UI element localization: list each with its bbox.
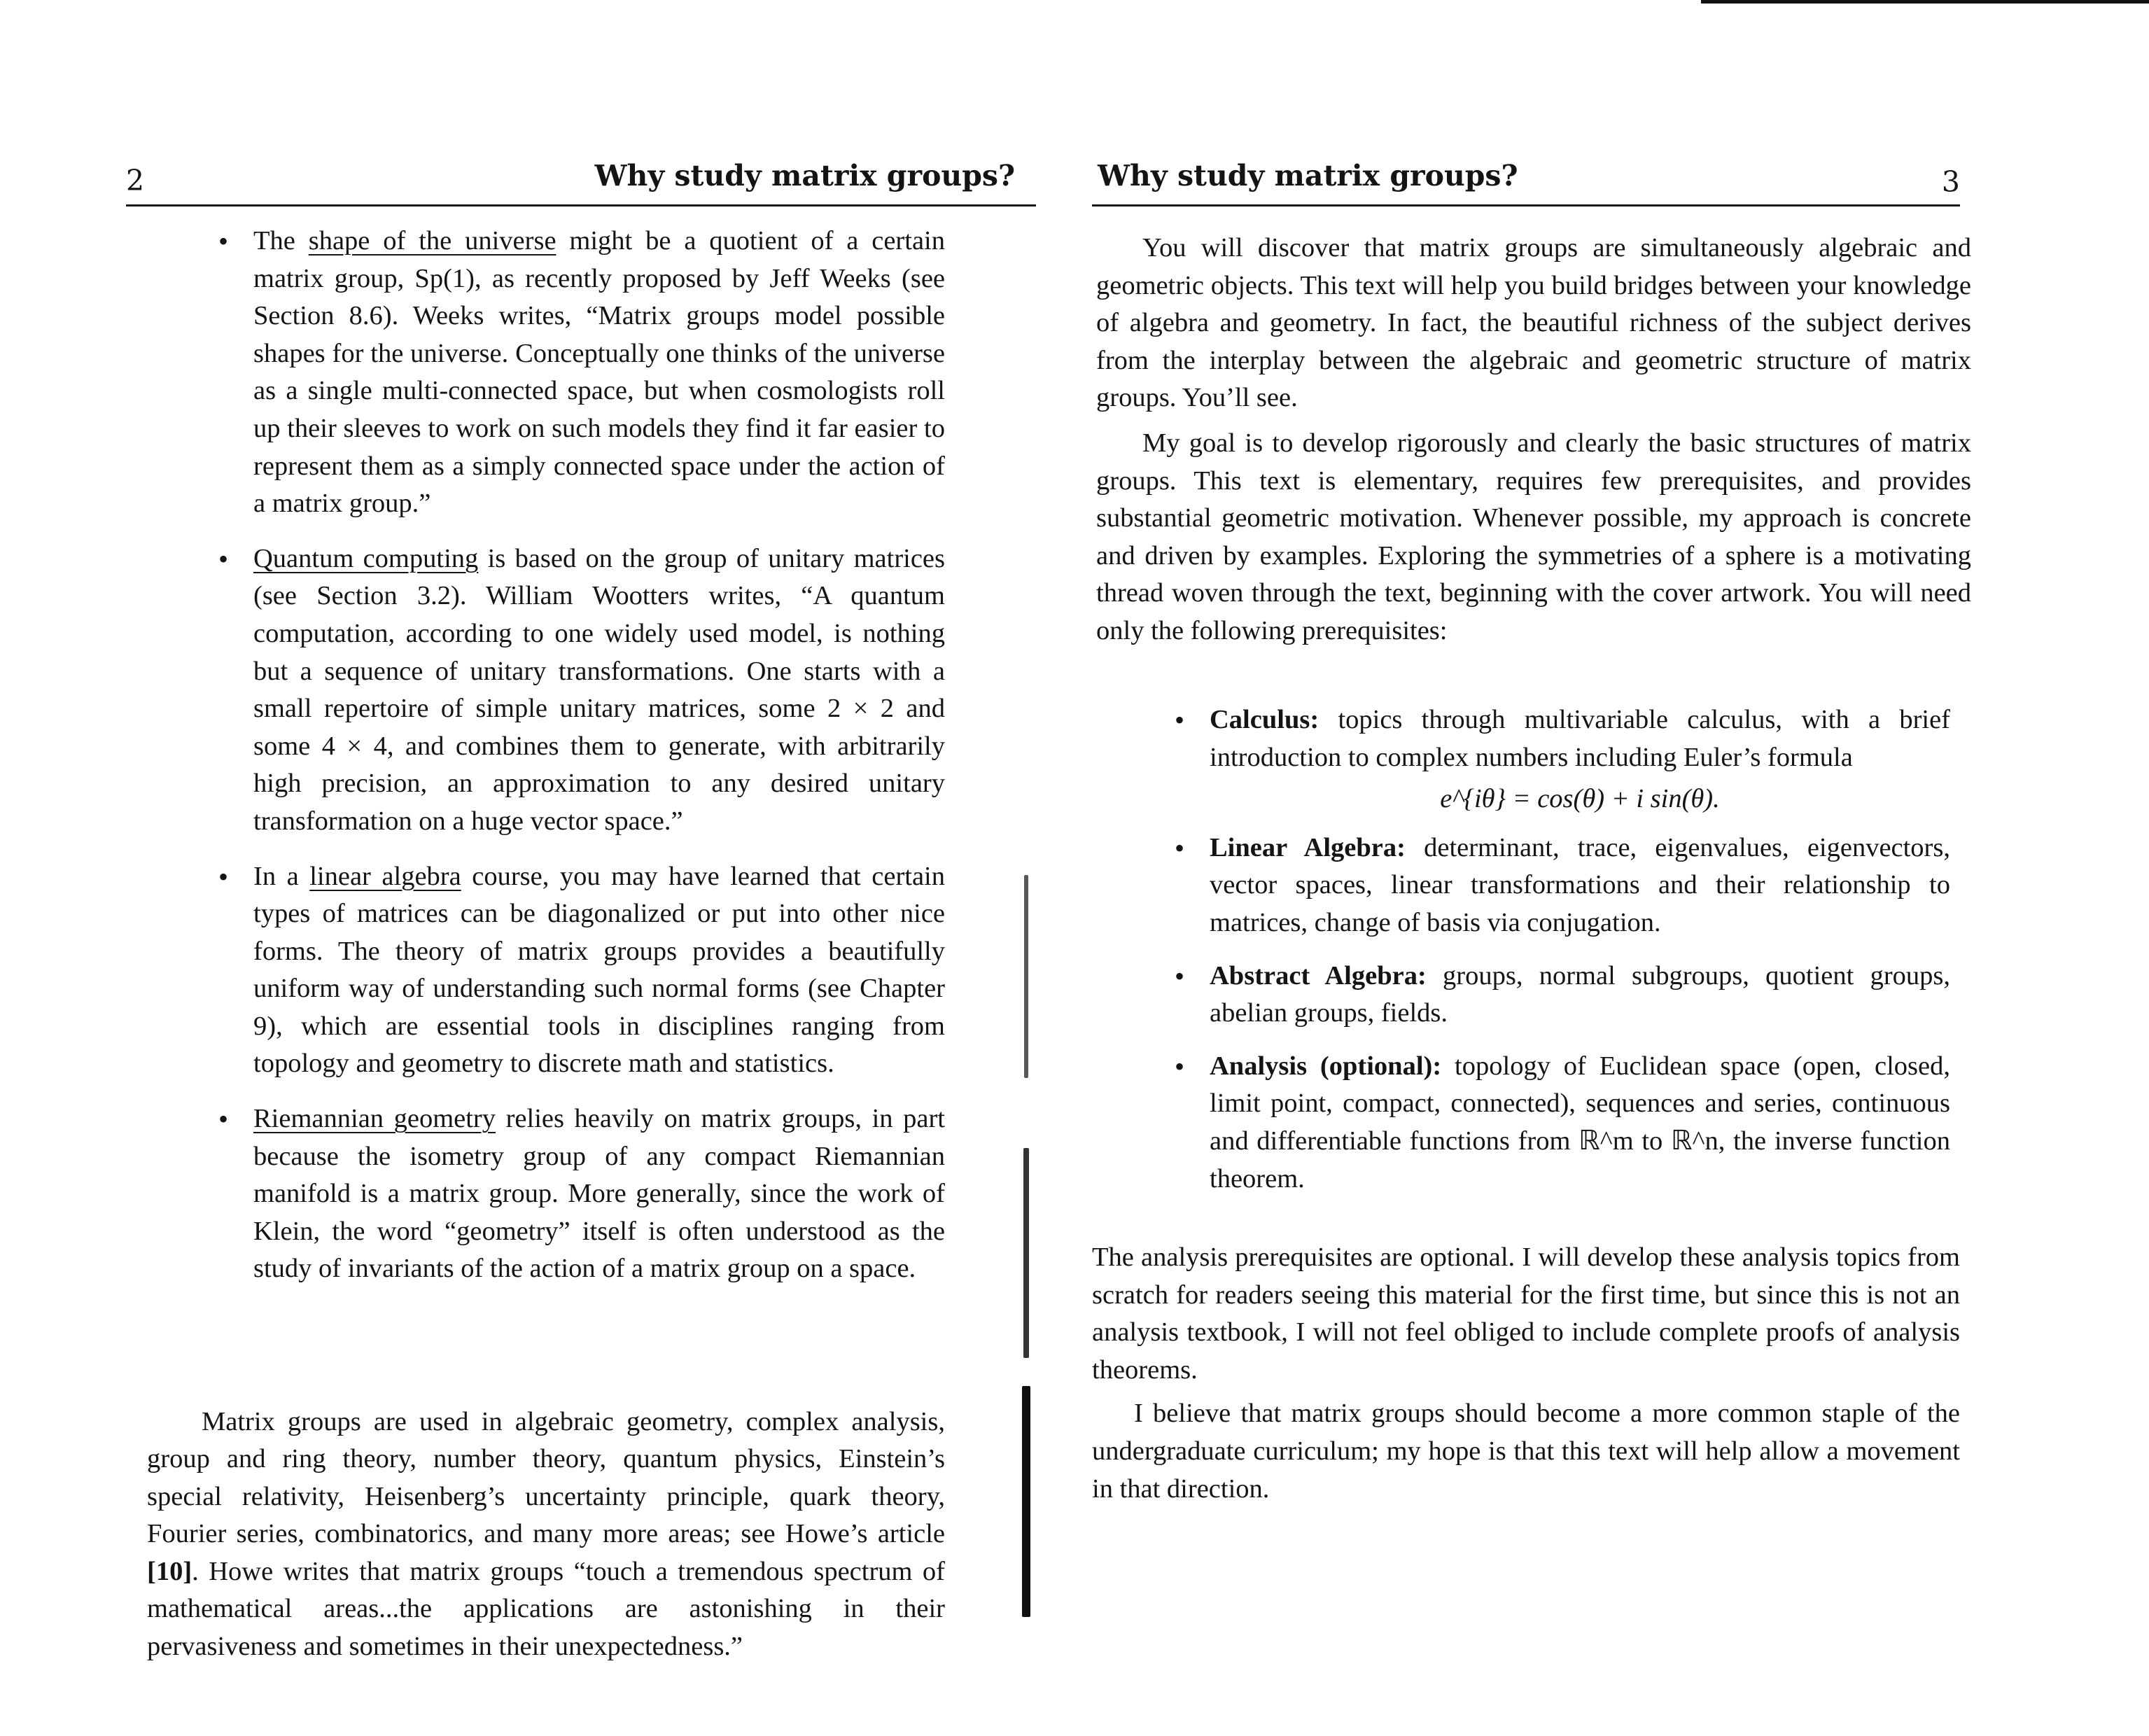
item-text: course, you may have learned that certain types of matrices can be diagonalized or put into other nice forms. The theory of matrix groups provides a beautifully uniform way of understanding such normal forms (see Chapter 9), which are essential tools in disciplines ranging from topology and geometry to discrete math and statistics. (253, 861, 946, 1079)
intro-paragraphs (1096, 230, 1971, 658)
item-lead-text: The (253, 226, 309, 255)
prereq-label: Abstract Algebra: (1210, 960, 1427, 990)
left-running-head (126, 155, 1036, 206)
binding-shadow (1024, 875, 1028, 1078)
underlined-term: Riemannian geometry (253, 1104, 496, 1134)
paragraph: My goal is to develop rigorously and clearly the basic structures of matrix groups. This text is elementary, requires few prerequisites, and provides substantial geometric motivation. Whenever possible, my approach is concrete and driven by examples. Exploring the symmetries of a sphere is a motivating thread woven through the text, beginning with the cover artwork. You will need only the following prerequisites: (1096, 428, 1971, 645)
page-number: 3 (1941, 165, 1960, 199)
item-text: might be a quotient of a certain matrix group, Sp(1), as recently proposed by Jeff Weeks (see Section 8.6). Weeks writes, “Matrix groups model possible shapes for the universe. Conceptually one thinks of the universe as a single multi-connected space, but when cosmologists roll up their sleeves to work on such models they find it far easier to represent them as a simply connected space under the action of a matrix group.” (253, 226, 945, 519)
underlined-term: Quantum computing (253, 543, 479, 573)
underlined-term: linear algebra (309, 861, 461, 891)
right-page (1092, 0, 1971, 1736)
euler-formula: e^{iθ} = cos(θ) + i sin(θ). (1440, 784, 1720, 814)
underlined-term: shape of the universe (308, 226, 556, 255)
paragraph: I believe that matrix groups should become a more common staple of the undergraduate curriculum; my hope is that this text will help allow a movement in that direction. (1092, 1399, 1960, 1504)
binding-shadow (1023, 1148, 1029, 1358)
running-title: Why study matrix groups? (594, 159, 1015, 192)
prereq-text: determinant, trace, eigenvalues, eigenvectors, vector spaces, linear transformations and their relationship to matrices, change of basis via conjugation. (1210, 832, 1950, 937)
prereq-label: Calculus: (1210, 705, 1320, 734)
list-item (1173, 830, 1950, 942)
running-title: Why study matrix groups? (1098, 159, 1518, 192)
prerequisite-list (1173, 701, 1950, 1213)
closing-paragraphs (1092, 1239, 1960, 1514)
list-item (217, 1100, 945, 1288)
list-item (1173, 701, 1950, 818)
paragraph-text: . Howe writes that matrix groups “touch a tremendous spectrum of mathematical areas...the applications are astonishing in their pervasiveness and sometimes in their unexpectedness.” (147, 1556, 945, 1662)
prereq-text: topics through multivariable calculus, with a brief introduction to complex numbers including Euler’s formula (1210, 705, 1950, 772)
paragraph: You will discover that matrix groups are simultaneously algebraic and geometric objects. This text will help you build bridges between your knowledge of algebra and geometry. In fact, the beautiful richness of the subject derives from the interplay between the algebraic and geometric structure of matrix groups. You’ll see. (1096, 233, 1971, 413)
page-number: 2 (126, 164, 145, 197)
prereq-text: topology of Euclidean space (open, closed, limit point, compact, connected), sequences and series, continuous and differentiable functions from ℝ^m to ℝ^n, the inverse function theorem. (1210, 1051, 1950, 1194)
item-text: relies heavily on matrix groups, in part because the isometry group of any compact Riemannian manifold is a matrix group. More generally, since the work of Klein, the word “geometry” itself is often understood as the study of invariants of the action of a matrix group on a space. (253, 1104, 945, 1284)
item-text: is based on the group of unitary matrices (see Section 3.2). William Wootters writes, “A quantum computation, according to one widely used model, is nothing but a sequence of unitary transformations. One starts with a small repertoire of simple unitary matrices, some 2 × 2 and some 4 × 4, and combines them to generate, with arbitrarily high precision, an approximation to any desired unitary transformation on a huge vector space.” (253, 543, 945, 836)
prereq-text: groups, normal subgroups, quotient groups, abelian groups, fields. (1210, 960, 1951, 1028)
item-lead-text: In a (253, 861, 310, 891)
list-item (217, 540, 945, 841)
left-page (126, 0, 1036, 1736)
prereq-label: Analysis (optional): (1210, 1051, 1442, 1081)
paragraph-text: Matrix groups are used in algebraic geometry, complex analysis, group and ring theory, number theory, quantum physics, Einstein’s special relativity, Heisenberg’s uncertainty principle, quark theory, Fourier series, combinatorics, and many more areas; see Howe’s article (147, 1406, 945, 1549)
prereq-label: Linear Algebra: (1210, 832, 1406, 862)
list-item (1173, 958, 1950, 1032)
closing-paragraph (147, 1404, 945, 1666)
right-running-head (1092, 155, 1960, 206)
list-item (217, 858, 945, 1084)
binding-shadow (1022, 1386, 1030, 1617)
application-bullet-list (217, 223, 945, 1306)
list-item (1173, 1048, 1950, 1198)
list-item (217, 223, 945, 523)
citation-ref: [10] (147, 1556, 192, 1586)
paragraph: The analysis prerequisites are optional. I will develop these analysis topics from scratch for readers seeing this material for the first time, but since this is not an analysis textbook, I will not feel obliged to include complete proofs of analysis theorems. (1092, 1242, 1960, 1385)
